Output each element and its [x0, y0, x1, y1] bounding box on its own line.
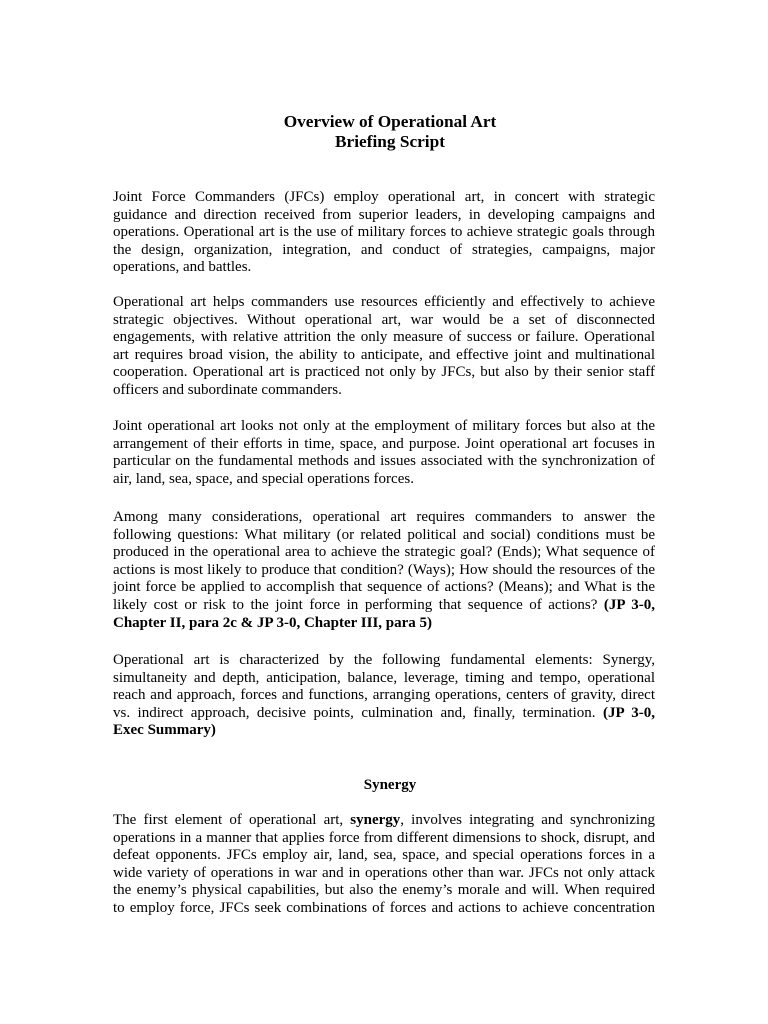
section-heading: Synergy — [363, 777, 417, 793]
text-line — [113, 597, 655, 615]
body-paragraph — [113, 812, 655, 918]
document-title: Overview of Operational Art — [283, 112, 497, 131]
citation-reference: (JP 3-0, — [603, 596, 656, 613]
text-line: following questions: What military (or related political and social) conditions must be — [113, 526, 655, 543]
text-line: Joint operational art looks not only at the employment of military forces but also at the — [113, 418, 655, 434]
text-line: defeat opponents. JFCs employ air, land, sea, space, and special operations forces in a — [113, 847, 655, 864]
text-line: art requires broad vision, the ability to anticipate, and effective joint and multinational — [113, 346, 655, 363]
text-line: cooperation. Operational art is practiced not only by JFCs, but also by their senior staff — [113, 364, 655, 381]
body-paragraph — [113, 189, 655, 277]
text-line: joint force be applied to accomplish that sequence of actions? (Means); and What is the — [113, 579, 655, 596]
text-segment: The first element of operational art, — [113, 812, 344, 828]
text-line: the design, organization, integration, and conduct of strategies, campaigns, major — [113, 241, 655, 258]
text-line: produced in the operational area to achieve the strategic goal? (Ends); What sequence of — [113, 544, 655, 561]
document-subtitle: Briefing Script — [335, 132, 445, 151]
text-line: guidance and direction received from superior leaders, in developing campaigns and — [113, 206, 655, 223]
text-line — [113, 705, 655, 723]
text-line: strategic objectives. Without operational art, war would be a set of disconnected — [113, 311, 655, 328]
text-line: engagements, with relative attrition the only measure of success or failure. Operational — [113, 329, 655, 346]
text-line — [113, 812, 655, 830]
text-line: the enemy’s physical capabilities, but also the enemy’s morale and will. When required — [113, 882, 655, 899]
emphasized-term: synergy — [350, 812, 401, 828]
text-line: actions is most likely to produce that condition? (Ways); How should the resources of the — [113, 561, 655, 578]
text-line: to employ force, JFCs seek combinations of forces and actions to achieve concentration — [113, 899, 655, 916]
text-line: operations, and battles. — [113, 259, 252, 276]
citation-reference: Chapter II, para 2c & JP 3-0, Chapter III, para 5) — [113, 614, 433, 631]
text-line: reach and approach, forces and functions, arranging operations, centers of gravity, direct — [113, 687, 655, 704]
text-segment: , involves integrating and synchronizing — [400, 812, 656, 828]
text-line: Among many considerations, operational art requires commanders to answer the — [113, 509, 655, 525]
text-line: officers and subordinate commanders. — [113, 381, 342, 398]
text-line: air, land, sea, space, and special operations forces. — [113, 470, 414, 487]
body-paragraph — [113, 652, 655, 740]
text-line: operations. Operational art is the use of military forces to achieve strategic goals through — [113, 224, 655, 241]
text-line: particular on the fundamental methods and issues associated with the synchronization of — [113, 453, 655, 470]
text-line: Operational art helps commanders use resources efficiently and effectively to achieve — [113, 294, 655, 310]
citation-reference: (JP 3-0, — [603, 704, 656, 721]
text-line: Operational art is characterized by the following fundamental elements: Synergy, — [113, 652, 655, 668]
text-line: Joint Force Commanders (JFCs) employ operational art, in concert with strategic — [113, 189, 655, 205]
citation-reference: Exec Summary) — [113, 722, 216, 739]
text-segment: vs. indirect approach, decisive points, culmination and, finally, termination. — [113, 704, 596, 721]
text-segment: likely cost or risk to the joint force in performing that sequence of actions? — [113, 596, 598, 613]
body-paragraph — [113, 294, 655, 400]
text-line: operations in a manner that applies force from different dimensions to shock, disrupt, and — [113, 829, 655, 846]
text-line: simultaneity and depth, anticipation, balance, leverage, timing and tempo, operational — [113, 669, 655, 686]
text-line: wide variety of operations in war and in operations other than war. JFCs not only attack — [113, 864, 655, 881]
body-paragraph — [113, 509, 655, 632]
text-line: arrangement of their efforts in time, space, and purpose. Joint operational art focuses in — [113, 435, 655, 452]
body-paragraph — [113, 418, 655, 488]
